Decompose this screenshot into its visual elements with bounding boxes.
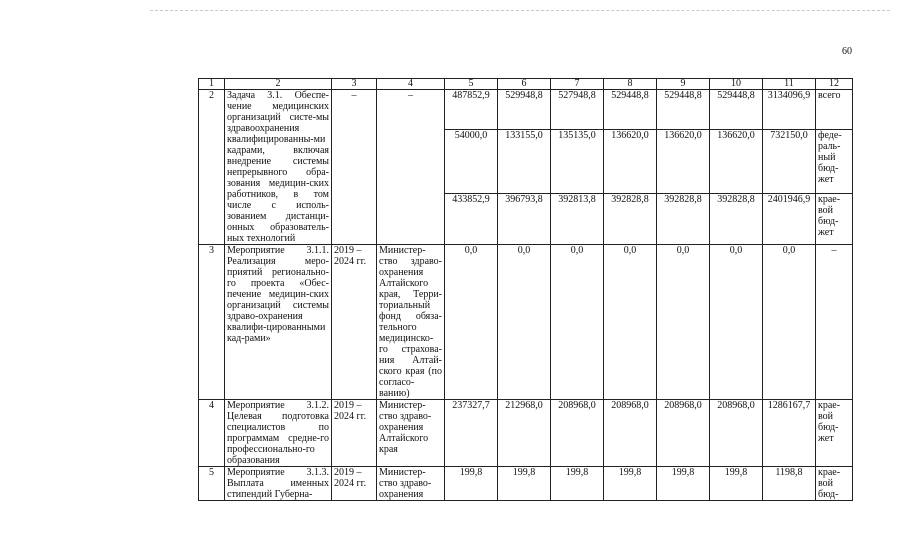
funding-source: всего [816, 90, 853, 130]
period-cell: 2019 – 2024 гг. [332, 467, 377, 501]
value-cell: 0,0 [604, 245, 657, 400]
task-name: Задача 3.1. Обеспе-чение медицинских организаций систе-мы здравоохранения квалифицированны-ми кадрами, включая внедрение системы непрерывного обра-зования медицин-ских работников, в том числе с исполь-зованием дистанци-онных образователь-ных технологий [225, 90, 332, 245]
header-cell: 4 [377, 79, 445, 90]
value-cell: 392828,8 [710, 194, 763, 245]
value-cell: 0,0 [551, 245, 604, 400]
funding-source: крае-вой бюд-жет [816, 194, 853, 245]
header-cell: 8 [604, 79, 657, 90]
value-cell: 133155,0 [498, 130, 551, 194]
value-cell: 199,8 [445, 467, 498, 501]
table-row [199, 467, 853, 501]
value-cell: 392813,8 [551, 194, 604, 245]
value-cell: 135135,0 [551, 130, 604, 194]
executor-cell: Министер-ство здраво-охранения [377, 467, 445, 501]
value-cell: 529448,8 [710, 90, 763, 130]
task-name: Мероприятие 3.1.2. Целевая подготовка специалистов по программам средне-го профессионально-го образования [225, 400, 332, 467]
header-cell: 7 [551, 79, 604, 90]
table-row [199, 90, 853, 130]
value-cell: 208968,0 [604, 400, 657, 467]
value-cell: 136620,0 [710, 130, 763, 194]
total-cell: 2401946,9 [763, 194, 816, 245]
total-cell: 1286167,7 [763, 400, 816, 467]
value-cell: 212968,0 [498, 400, 551, 467]
value-cell: 199,8 [551, 467, 604, 501]
row-number: 2 [199, 90, 225, 245]
value-cell: 433852,9 [445, 194, 498, 245]
value-cell: 199,8 [604, 467, 657, 501]
value-cell: 54000,0 [445, 130, 498, 194]
value-cell: 0,0 [498, 245, 551, 400]
table-row [199, 245, 853, 400]
row-number: 5 [199, 467, 225, 501]
table-row [199, 400, 853, 467]
value-cell: 529948,8 [498, 90, 551, 130]
task-name: Мероприятие 3.1.3. Выплата именных стипендий Губерна- [225, 467, 332, 501]
header-cell: 1 [199, 79, 225, 90]
total-cell: 0,0 [763, 245, 816, 400]
value-cell: 396793,8 [498, 194, 551, 245]
executor-cell: – [377, 90, 445, 245]
header-cell: 11 [763, 79, 816, 90]
value-cell: 136620,0 [657, 130, 710, 194]
value-cell: 0,0 [657, 245, 710, 400]
header-cell: 10 [710, 79, 763, 90]
header-cell: 12 [816, 79, 853, 90]
value-cell: 0,0 [710, 245, 763, 400]
period-cell: 2019 – 2024 гг. [332, 245, 377, 400]
value-cell: 199,8 [657, 467, 710, 501]
value-cell: 529448,8 [657, 90, 710, 130]
period-cell: – [332, 90, 377, 245]
page-number: 60 [842, 46, 852, 57]
task-name: Мероприятие 3.1.1. Реализация меро-приятий регионально-го проекта «Обес-печение медицин-ских организаций системы здраво-охранения квалифи-цированными кад-рами» [225, 245, 332, 400]
total-cell: 732150,0 [763, 130, 816, 194]
value-cell: 208968,0 [657, 400, 710, 467]
value-cell: 529448,8 [604, 90, 657, 130]
value-cell: 136620,0 [604, 130, 657, 194]
funding-source: крае-вой бюд- [816, 467, 853, 501]
row-number: 3 [199, 245, 225, 400]
value-cell: 208968,0 [710, 400, 763, 467]
value-cell: 527948,8 [551, 90, 604, 130]
executor-cell: Министер-ство здраво-охранения Алтайского края, Терри-ториальный фонд обяза-тельного медицинско-го страхова-ния Алтай-ского края (по согласо-ванию) [377, 245, 445, 400]
value-cell: 0,0 [445, 245, 498, 400]
value-cell: 199,8 [710, 467, 763, 501]
header-cell: 6 [498, 79, 551, 90]
header-cell: 9 [657, 79, 710, 90]
value-cell: 392828,8 [657, 194, 710, 245]
header-cell: 5 [445, 79, 498, 90]
value-cell: 487852,9 [445, 90, 498, 130]
value-cell: 199,8 [498, 467, 551, 501]
period-cell: 2019 – 2024 гг. [332, 400, 377, 467]
funding-source: феде-раль-ный бюд-жет [816, 130, 853, 194]
funding-source: – [816, 245, 853, 400]
total-cell: 3134096,9 [763, 90, 816, 130]
row-number: 4 [199, 400, 225, 467]
funding-source: крае-вой бюд-жет [816, 400, 853, 467]
value-cell: 237327,7 [445, 400, 498, 467]
executor-cell: Министер-ство здраво-охранения Алтайского края [377, 400, 445, 467]
header-cell: 3 [332, 79, 377, 90]
scan-edge-line [150, 10, 890, 11]
value-cell: 392828,8 [604, 194, 657, 245]
value-cell: 208968,0 [551, 400, 604, 467]
header-cell: 2 [225, 79, 332, 90]
budget-table [198, 78, 853, 501]
total-cell: 1198,8 [763, 467, 816, 501]
header-row [199, 79, 853, 90]
